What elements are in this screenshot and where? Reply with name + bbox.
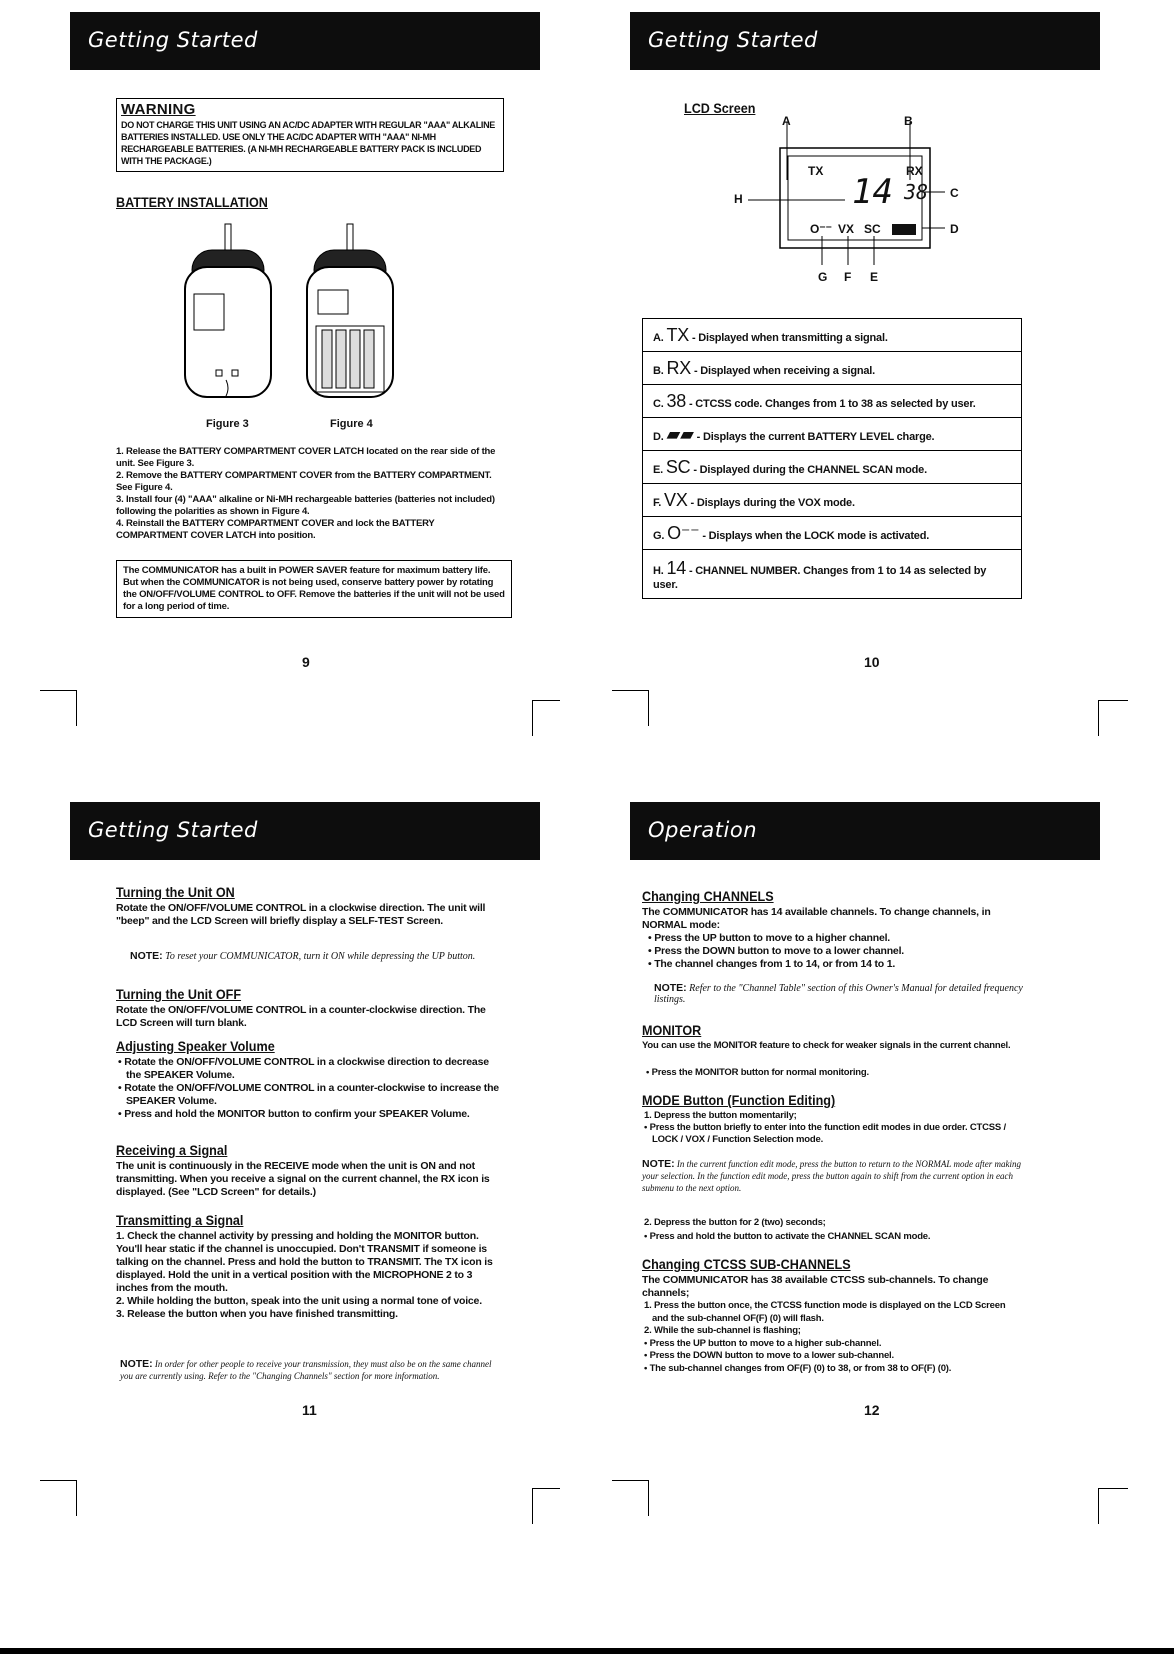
list-item: 2. While holding the button, speak into the unit using a normal tone of voice. [116,1295,482,1307]
list-item: 4. Reinstall the BATTERY COMPARTMENT COVER and lock the BATTERY COMPARTMENT COVER LATCH into position. [116,518,435,541]
receiving-text: The unit is continuously in the RECEIVE mode when the unit is ON and not transmitting. When you receive a signal on the current channel, the RX icon is displayed. (See "LCD Screen" for details.) [116,1160,490,1198]
lcd-letter-f: F [844,270,852,284]
crop-mark [76,1480,77,1516]
changing-channels-text: The COMMUNICATOR has 14 available channels. To change channels, in NORMAL mode: [642,906,991,931]
volume-list [116,1056,500,1121]
ctcss-text: The COMMUNICATOR has 38 available CTCSS sub-channels. To change channels; [642,1274,989,1299]
list-item: 2. Remove the BATTERY COMPARTMENT COVER from the BATTERY COMPARTMENT. See Figure 4. [116,470,492,493]
lcd-channel: 14 [852,172,893,212]
lcd-vx: VX [838,222,855,236]
mode-list-2 [642,1216,1022,1244]
list-item: 1. Press the button once, the CTCSS function mode is displayed on the LCD Screen and the sub-channel OF(F) (0) will flash. [644,1300,1006,1324]
crop-mark [532,700,533,736]
page-12 [600,790,1120,1570]
warning-text: DO NOT CHARGE THIS UNIT USING AN AC/DC ADAPTER WITH REGULAR "AAA" ALKALINE BATTERIES INSTALLED. USE ONLY THE AC/DC ADAPTER WITH "AAA" NI-MH RECHARGEABLE BATTERIES. (A NI-MH RECHARGEABLE BATTERY PACK IS INCLUDED WITH THE PACKAGE.) [121,120,495,166]
list-item: • The sub-channel changes from OF(F) (0) to 38, or from 38 to OF(F) (0). [644,1362,952,1374]
lcd-tx: TX [808,164,824,178]
turning-off-title: Turning the Unit OFF [116,986,242,1002]
lcd-subchannel: 38 [904,180,929,204]
lcd-diagram [730,110,970,290]
table-row: D. ▰▰ - Displays the current BATTERY LEVEL charge. [643,418,1022,451]
crop-mark [532,1488,560,1489]
page-number: 10 [864,654,880,670]
lcd-rx: RX [906,164,923,178]
lcd-letter-a: A [782,114,791,128]
monitor-title: MONITOR [642,1022,702,1038]
lcd-letter-d: D [950,222,959,236]
list-item: • Press the DOWN button to move to a lower channel. [648,945,905,957]
turning-on-title: Turning the Unit ON [116,884,235,900]
table-row: A. TX - Displayed when transmitting a signal. [643,319,1022,352]
table-row: B. RX - Displayed when receiving a signal. [643,352,1022,385]
lcd-letter-h: H [734,192,743,206]
figure-3-caption: Figure 3 [206,418,249,430]
list-item: • Rotate the ON/OFF/VOLUME CONTROL in a clockwise direction to decrease the SPEAKER Volume. [118,1056,489,1081]
section-banner: Getting Started [70,802,540,860]
transmitting-steps [116,1230,500,1321]
reset-note: NOTE: To reset your COMMUNICATOR, turn it ON while depressing the UP button. [130,950,476,962]
table-row: F. VX - Displays during the VOX mode. [643,484,1022,517]
list-item: 2. While the sub-channel is flashing; [644,1325,801,1336]
battery-installation-title: BATTERY INSTALLATION [116,194,268,210]
list-item: • Press the UP button to move to a higher sub-channel. [644,1337,882,1349]
transmitting-title: Transmitting a Signal [116,1212,244,1228]
list-item: 3. Release the button when you have finished transmitting. [116,1308,398,1320]
crop-mark [648,690,649,726]
table-row: C. 38 - CTCSS code. Changes from 1 to 38 as selected by user. [643,385,1022,418]
crop-mark [40,1480,76,1481]
changing-channels-title: Changing CHANNELS [642,888,774,904]
crop-mark [532,1488,533,1524]
list-item: 1. Depress the button momentarily; [644,1110,797,1121]
list-item: • The channel changes from 1 to 14, or from 14 to 1. [648,958,896,970]
list-item: 3. Install four (4) "AAA" alkaline or Ni-MH rechargeable batteries (batteries not included) following the polarities as shown in Figure 4. [116,494,495,517]
monitor-item: • Press the MONITOR button for normal monitoring. [646,1067,869,1078]
figure-3-illustration [180,222,280,412]
lcd-sc: SC [864,222,881,236]
list-item: • Press and hold the button to activate the CHANNEL SCAN mode. [644,1231,931,1242]
turning-off-text: Rotate the ON/OFF/VOLUME CONTROL in a counter-clockwise direction. The LCD Screen will turn blank. [116,1004,486,1029]
list-item: 2. Depress the button for 2 (two) seconds; [644,1217,826,1228]
page-number: 9 [302,654,310,670]
list-item: • Press and hold the MONITOR button to confirm your SPEAKER Volume. [118,1108,470,1120]
figure-4-caption: Figure 4 [330,418,373,430]
channel-note: NOTE: Refer to the "Channel Table" section of this Owner's Manual for detailed frequency listings. [654,982,1023,1005]
list-item: • Rotate the ON/OFF/VOLUME CONTROL in a counter-clockwise to increase the SPEAKER Volume. [118,1082,499,1107]
page-number: 11 [302,1402,317,1418]
page-number: 12 [864,1402,880,1418]
warning-title: WARNING [121,101,196,118]
receiving-title: Receiving a Signal [116,1142,228,1158]
page-11 [40,790,560,1570]
scan-edge [0,1648,1174,1654]
battery-level-icon [892,224,916,235]
lock-icon: O⁻⁻ [810,222,833,236]
table-row: E. SC - Displayed during the CHANNEL SCAN mode. [643,451,1022,484]
section-banner: Getting Started [630,12,1100,70]
turning-on-text: Rotate the ON/OFF/VOLUME CONTROL in a clockwise direction. The unit will "beep" and the LCD Screen will briefly display a SELF-TEST Screen. [116,902,486,927]
lcd-screen-title: LCD Screen [684,100,756,116]
lcd-letter-c: C [950,186,959,200]
list-item: 1. Release the BATTERY COMPARTMENT COVER LATCH located on the rear side of the unit. See Figure 3. [116,446,496,469]
crop-mark [1098,700,1099,736]
list-item: • Press the button briefly to enter into the function edit modes in due order. CTCSS / LOCK / VOX / Function Selection mode. [644,1122,1006,1145]
lcd-letter-g: G [818,270,828,284]
lcd-legend-table [642,318,1022,599]
section-banner: Operation [630,802,1100,860]
page-10 [600,0,1120,780]
mode-list [642,1110,1022,1146]
crop-mark [612,690,648,691]
figure-4-illustration [302,222,402,412]
channel-list [646,932,1022,971]
crop-mark [1098,1488,1128,1489]
crop-mark [532,700,560,701]
mode-button-title: MODE Button (Function Editing) [642,1092,836,1108]
crop-mark [1098,700,1128,701]
battery-steps [116,446,506,542]
warning-box [116,98,504,172]
mode-note: NOTE: In the current function edit mode, press the button to return to the NORMAL mode after making your selection. In the function edit mode, press the button again to shift from the current option in each submenu to the next option. [642,1158,1021,1193]
page-9 [40,0,560,780]
ctcss-title: Changing CTCSS SUB-CHANNELS [642,1256,851,1272]
table-row: H. 14 - CHANNEL NUMBER. Changes from 1 to 14 as selected by user. [643,550,1022,599]
lcd-letter-e: E [870,270,879,284]
list-item: • Press the DOWN button to move to a lower sub-channel. [644,1350,894,1361]
speaker-volume-title: Adjusting Speaker Volume [116,1038,275,1054]
monitor-text: You can use the MONITOR feature to check for weaker signals in the current channel. [642,1040,1011,1051]
crop-mark [40,690,76,691]
list-item: • Press the UP button to move to a higher channel. [648,932,891,944]
lcd-letter-b: B [904,114,913,128]
crop-mark [76,690,77,726]
table-row: G. O⁻⁻ - Displays when the LOCK mode is activated. [643,517,1022,550]
crop-mark [1098,1488,1099,1524]
transmission-note: NOTE: In order for other people to receive your transmission, they must also be on the same channel you are currently using. Refer to the "Changing Channels" section for more information. [120,1358,492,1381]
power-saver-tip: The COMMUNICATOR has a built in POWER SAVER feature for maximum battery life. But when the COMMUNICATOR is not being used, conserve battery power by rotating the ON/OFF/VOLUME CONTROL to OFF. Remove the batteries if the unit will not be used for a long period of time. [116,560,512,618]
crop-mark [648,1480,649,1516]
crop-mark [612,1480,648,1481]
section-banner: Getting Started [70,12,540,70]
list-item: 1. Check the channel activity by pressing and holding the MONITOR button. You'll hear static if the channel is unoccupied. Don't TRANSMIT if someone is talking on the channel. Press and hold the button to TRANSMIT. The TX icon is displayed. Hold the unit in a vertical position with the MICROPHONE 2 to 3 inches from the mouth. [116,1230,493,1294]
ctcss-list [642,1300,1024,1375]
